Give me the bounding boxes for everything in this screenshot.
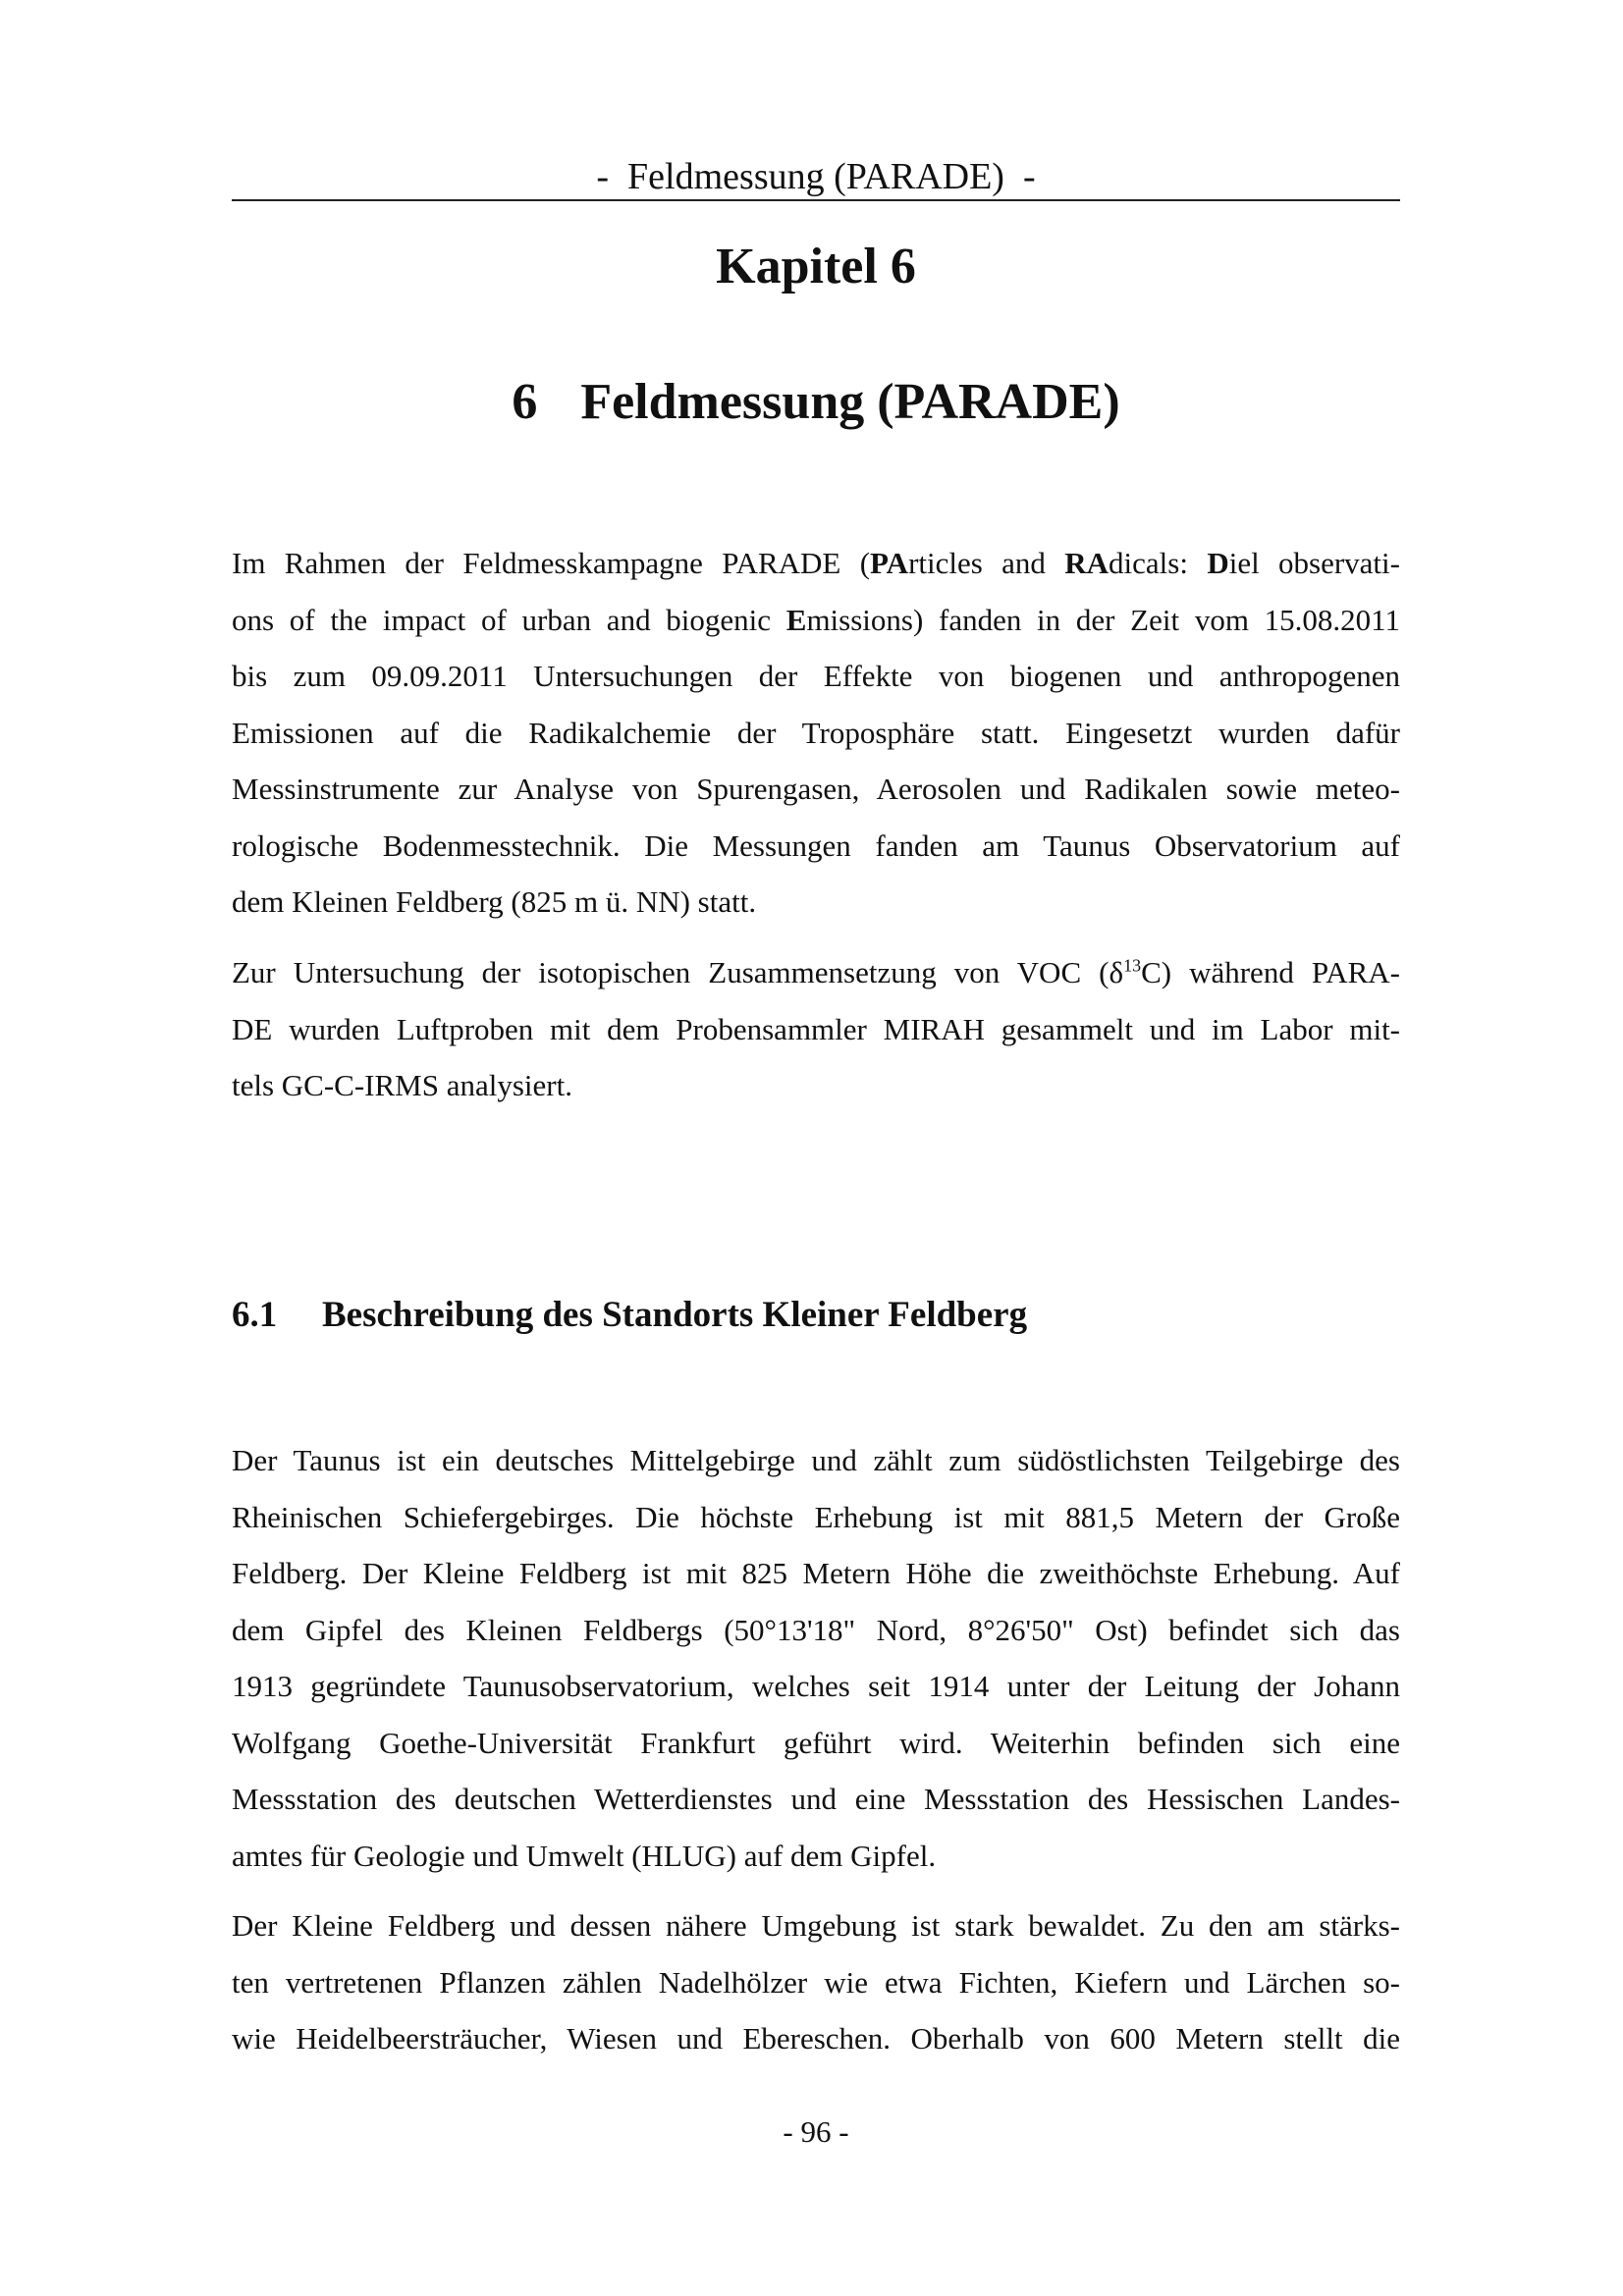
section-number: 6.1 — [232, 1295, 278, 1335]
text-line: Der Taunus ist ein deutsches Mittelgebirge und zählt zum südöstlichsten Teilgebirge des — [232, 1443, 1400, 1477]
header-rule — [232, 199, 1400, 201]
text-line: Zur Untersuchung der isotopischen Zusammensetzung von VOC $(\delta^{13}C)$ während PARA- — [232, 955, 1400, 989]
section-title: Beschreibung des Standorts Kleiner Feldberg — [322, 1295, 1028, 1335]
text-line: 1913 gegründete Taunusobservatorium, welches seit 1914 unter der Leitung der Johann — [232, 1669, 1400, 1703]
running-header: - Feldmessung (PARADE) - — [596, 156, 1036, 197]
text-line: Messinstrumente zur Analyse von Spurengasen, Aerosolen und Radikalen sowie meteo- — [232, 772, 1400, 806]
text-line: dem Gipfel des Kleinen Feldbergs (50°13'18" Nord, 8°26'50" Ost) befindet sich das — [232, 1612, 1400, 1647]
text-line: rologische Bodenmesstechnik. Die Messungen fanden am Taunus Observatorium auf — [232, 828, 1400, 863]
text-line: Der Kleine Feldberg und dessen nähere Umgebung ist stark bewaldet. Zu den am stärks- — [232, 1908, 1400, 1943]
text-line: bis zum 09.09.2011 Untersuchungen der Effekte von biogenen und anthropogenen — [232, 659, 1400, 693]
text-line: Im Rahmen der Feldmesskampagne PARADE (PArticles and RAdicals: Diel observati- — [232, 546, 1400, 580]
section-paragraph-2 — [232, 1897, 1400, 2067]
chapter-number: 6 — [512, 374, 538, 430]
chapter-label: Kapitel 6 — [716, 239, 916, 294]
superscript: 13 — [1123, 955, 1142, 976]
intro-paragraph-2 — [232, 944, 1400, 1114]
page-number: - 96 - — [783, 2114, 849, 2149]
text-line: dem Kleinen Feldberg (825 m ü. NN) statt. — [232, 884, 757, 919]
text-line: Wolfgang Goethe-Universität Frankfurt geführt wird. Weiterhin befinden sich eine — [232, 1725, 1400, 1760]
text-line: Rheinischen Schiefergebirges. Die höchste Erhebung ist mit 881,5 Metern der Große — [232, 1499, 1400, 1534]
text-line: Feldberg. Der Kleine Feldberg ist mit 825 Metern Höhe die zweithöchste Erhebung. Auf — [232, 1556, 1400, 1590]
text-line: tels GC-C-IRMS analysiert. — [232, 1068, 572, 1102]
chapter-title — [232, 368, 1400, 437]
section-heading — [232, 1286, 1400, 1345]
text-line: wie Heidelbeersträucher, Wiesen und Ebereschen. Oberhalb von 600 Metern stellt die — [232, 2021, 1400, 2056]
text-line: Emissionen auf die Radikalchemie der Troposphäre statt. Eingesetzt wurden dafür — [232, 715, 1400, 750]
text-line: amtes für Geologie und Umwelt (HLUG) auf dem Gipfel. — [232, 1838, 937, 1873]
text-line: ons of the impact of urban and biogenic Emissions) fanden in der Zeit vom 15.08.2011 — [232, 602, 1400, 637]
text-line: Messstation des deutschen Wetterdienstes und eine Messstation des Hessischen Landes- — [232, 1782, 1400, 1816]
text-line: ten vertretenen Pflanzen zählen Nadelhölzer wie etwa Fichten, Kiefern und Lärchen so- — [232, 1964, 1400, 2000]
chapter-title-text: Feldmessung (PARADE) — [580, 374, 1120, 430]
intro-paragraph-1 — [232, 535, 1400, 931]
text-line: DE wurden Luftproben mit dem Probensammler MIRAH gesammelt und im Labor mit- — [232, 1011, 1400, 1046]
section-paragraph-1 — [232, 1432, 1400, 1884]
